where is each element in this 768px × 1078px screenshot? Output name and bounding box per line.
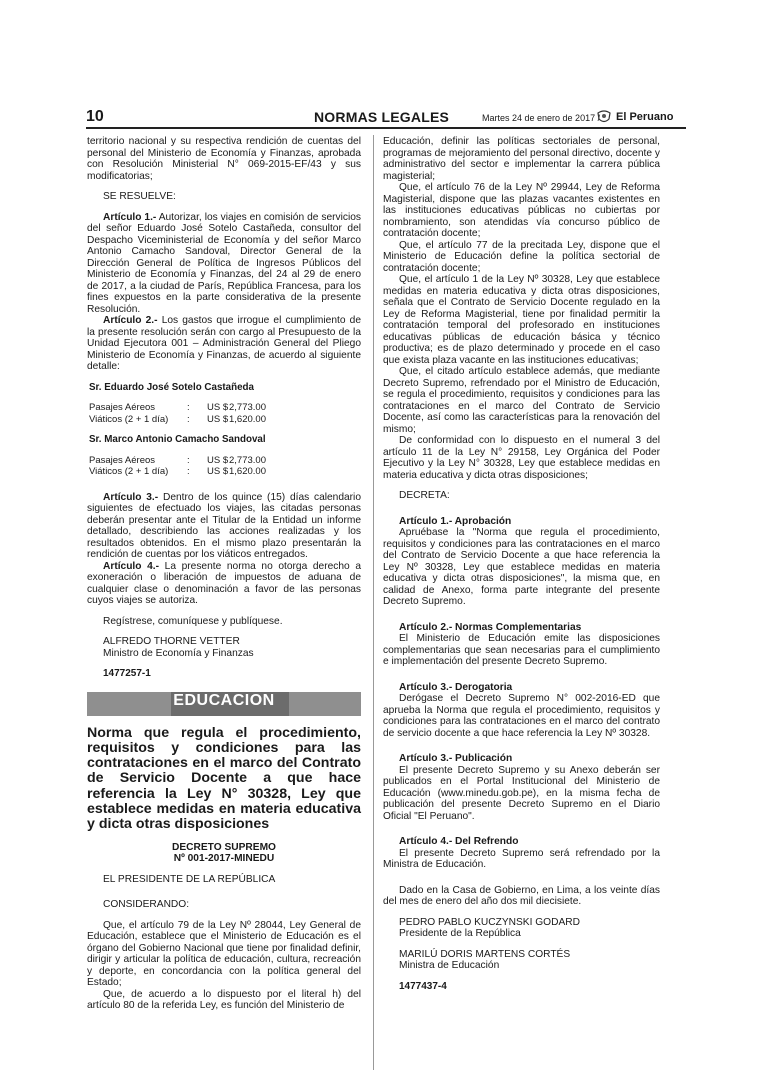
article-4 <box>87 561 361 607</box>
page-header <box>86 108 688 128</box>
person-name: Sr. Marco Antonio Camacho Sandoval <box>89 434 266 445</box>
signer-title: Ministra de Educación <box>399 960 500 971</box>
article-text: Autorizar, los viajes en comisión de servicios del señor Eduardo José Sotelo Castañeda, consultor del Despacho Viceministerial de Economía y del señor Marco Antonio Camacho Sandoval, Director General de la Dirección General de Política de Ingresos Públicos del Ministerio de Economía y Finanzas, del 24 al 29 de enero de 2017, a la ciudad de París, República Francesa, para los fines expuestos en la parte considerativa de la presente Resolución. <box>87 211 361 315</box>
document-number: 1477437-4 <box>399 980 447 992</box>
left-column <box>87 136 361 1012</box>
paragraph: Que, el citado artículo establece además, que mediante Decreto Supremo, refrendado por el Ministro de Educación, se regula el procedimiento, requisitos y condiciones para las contrataciones en el marco del Contrato de Servicio Docente, así como las características para la renovación del mismo; <box>383 366 660 435</box>
document-number: 1477257-1 <box>103 668 151 679</box>
article-heading: Artículo 1.- Aprobación <box>399 515 512 527</box>
article-label: Artículo 3.- <box>103 491 159 503</box>
article-text: La presente norma no otorga derecho a exoneración o liberación de impuestos de aduana de cualquier clase o denominación a favor de las personas cuyos viajes se autoriza. <box>87 560 361 606</box>
signer-name: ALFREDO THORNE VETTER <box>103 636 240 647</box>
article-text: El presente Decreto Supremo y su Anexo deberán ser publicados en el Portal Institucional del Ministerio de Educación (www.minedu.gob.pe), en la misma fecha de publicación del presente Decreto Supremo en el Diario Oficial "El Peruano". <box>383 764 660 822</box>
section-title: NORMAS LEGALES <box>314 109 450 125</box>
article-label: Artículo 1.- <box>103 211 157 223</box>
section-banner-label: EDUCACION <box>173 691 275 709</box>
article-1 <box>87 212 361 316</box>
article-heading: Artículo 2.- Normas Complementarias <box>399 621 582 633</box>
expense-row: Pasajes Aéreos : US $ 2,773.00 <box>89 454 266 466</box>
closing-formula: Regístrese, comuníquese y publíquese. <box>103 615 283 627</box>
paragraph: Que, el artículo 1 de la Ley Nº 30328, Ley que establece medidas en materia educativa y dicta otras disposiciones, señala que el Contrato de Servicio Docente regulado en la Ley de Reforma Magisterial, tiene por finalidad permitir la contratación temporal del profesorado en instituciones educativas públicas de educación básica y técnico productiva; es de plazo determinado y procede en el caso que exista plaza vacante en las instituciones educativas; <box>383 274 660 366</box>
article-heading: Artículo 3.- Derogatoria <box>399 681 513 693</box>
signer-title: Presidente de la República <box>399 928 521 939</box>
article-heading: Artículo 4.- Del Refrendo <box>399 836 519 847</box>
article-label: Artículo 4.- <box>103 560 160 572</box>
article-text: Dentro de los quince (15) días calendario siguientes de efectuado los viajes, las citadas personas deberán presentar ante el Titular de la Entidad un informe detallado, describiendo las acciones realizadas y los resultados obtenidos. En el mismo plazo presentarán la rendición de cuentas por los viáticos entregados. <box>87 491 361 560</box>
article-label: Artículo 2.- <box>103 315 158 326</box>
expense-table-1 <box>87 402 361 425</box>
considerando-heading: CONSIDERANDO: <box>103 899 190 911</box>
issue-date: Martes 24 de enero de 2017 / <box>482 113 601 123</box>
paragraph: Que, de acuerdo a lo dispuesto por el literal h) del artículo 80 de la referida Ley, es función del Ministerio de <box>87 988 361 1012</box>
president-heading: EL PRESIDENTE DE LA REPÚBLICA <box>103 873 276 885</box>
decree-number: Nº 001-2017-MINEDU <box>173 853 275 865</box>
signer-name: MARILÚ DORIS MARTENS CORTÉS <box>399 948 571 960</box>
decreta-heading: DECRETA: <box>399 490 450 501</box>
closing-paragraph: Dado en la Casa de Gobierno, en Lima, a los veinte días del mes de enero del año dos mil diecisiete. <box>383 884 660 907</box>
column-separator <box>373 135 374 1070</box>
norm-title: Norma que regula el procedimiento, requisitos y condiciones para las contrataciones en el marco del Contrato de Servicio Docente a que hace referencia la Ley N° 30328, Ley que establece medidas en materia educativa y dicta otras disposiciones <box>87 724 361 833</box>
article-2 <box>87 315 361 373</box>
person-name: Sr. Eduardo José Sotelo Castañeda <box>89 381 254 393</box>
paragraph: Que, el artículo 77 de la precitada Ley, dispone que el Ministerio de Educación define la política sectorial de contratación docente; <box>383 239 660 274</box>
signer-name: PEDRO PABLO KUCZYNSKI GODARD <box>399 916 580 928</box>
article-text: Derógase el Decreto Supremo N° 002-2016-ED que aprueba la Norma que regula el procedimiento, requisitos y condiciones para las contrataciones en el marco del contrato de servicio docente a que hace referencia la Ley Nº 30328. <box>383 693 660 739</box>
article-heading: Artículo 3.- Publicación <box>399 753 513 764</box>
expense-row: Viáticos (2 + 1 día) : US $ 1,620.00 <box>89 466 266 477</box>
section-banner <box>87 692 361 716</box>
decree-label: DECRETO SUPREMO <box>172 841 276 853</box>
resolve-heading: SE RESUELVE: <box>103 191 176 202</box>
paragraph: territorio nacional y su respectiva rendición de cuentas del personal del Ministerio de Economía y Finanzas, aprobada con Resolución Ministerial N° 069-2015-EF/43 y sus modificatorias; <box>87 136 361 182</box>
header-rule <box>86 127 686 129</box>
paragraph: Que, el artículo 79 de la Ley Nº 28044, Ley General de Educación, establece que el Ministerio de Educación es el órgano del Gobierno Nacional que tiene por finalidad definir, dirigir y articular la política de educación, cultura, recreación y deporte, en concordancia con la política general del Estado; <box>87 919 361 989</box>
expense-table-2 <box>87 455 361 478</box>
article-text: El presente Decreto Supremo será refrendado por la Ministra de Educación. <box>383 847 660 870</box>
coat-of-arms-icon <box>596 110 612 124</box>
expense-row: Viáticos (2 + 1 día) : US $ 1,620.00 <box>89 413 266 425</box>
page-number: 10 <box>86 108 104 125</box>
paragraph: De conformidad con lo dispuesto en el numeral 3 del artículo 11 de la Ley N° 29158, Ley Orgánica del Poder Ejecutivo y la Ley N° 30328, Ley que establece medidas en materia educativa y dicta otras disposiciones; <box>383 435 660 481</box>
expense-row: Pasajes Aéreos : US $ 2,773.00 <box>89 402 266 413</box>
article-text: Apruébase la "Norma que regula el procedimiento, requisitos y condiciones para las contrataciones en el marco del Contrato de Servicio Docente a que hace referencia la Ley Nº 30328, Ley que establece medidas en materia educativa y dicta otras disposiciones", la misma que, en calidad de Anexo, forma parte integrante del presente Decreto Supremo. <box>383 527 660 607</box>
article-3 <box>87 492 361 561</box>
article-text: El Ministerio de Educación emite las disposiciones complementarias que sean necesarias para el cumplimiento e implementación del presente Decreto Supremo. <box>383 633 660 667</box>
publication-name: El Peruano <box>616 111 674 123</box>
right-column <box>383 136 660 992</box>
paragraph: Que, el artículo 76 de la Ley Nº 29944, Ley de Reforma Magisterial, dispone que las plazas vacantes existentes en las instituciones educativas públicas no cubiertas por nombramiento, son atendidas vía concurso público de contratación docente; <box>383 182 660 239</box>
paragraph: Educación, definir las políticas sectoriales de personal, programas de mejoramiento del personal directivo, docente y administrativo del sector e implementar la carrera pública magisterial; <box>383 136 660 182</box>
article-text: Los gastos que irrogue el cumplimiento de la presente resolución serán con cargo al Presupuesto de la Unidad Ejecutora 001 – Administración General del Pliego Ministerio de Economía y Finanzas, de acuerdo al siguiente detalle: <box>87 315 361 372</box>
signer-title: Ministro de Economía y Finanzas <box>103 647 254 659</box>
